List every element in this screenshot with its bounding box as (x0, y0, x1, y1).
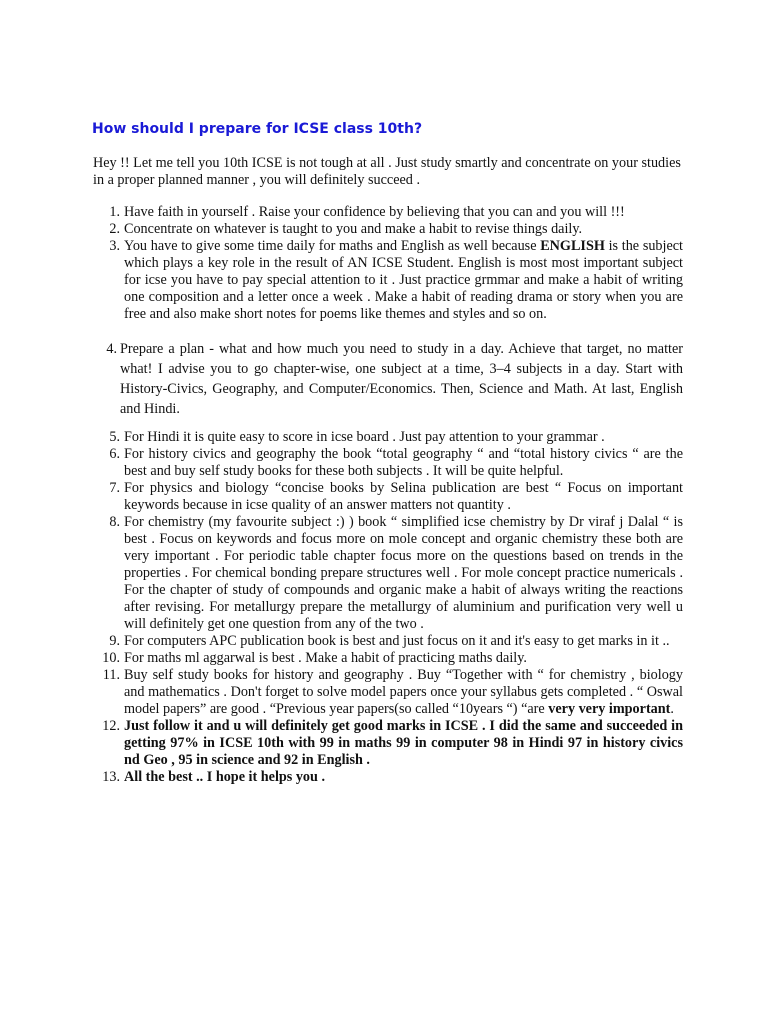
list-item (93, 339, 683, 419)
list-item-text: For history civics and geography the book “total geography “ and “total history civics “ are the best and buy self study books for these both subjects . It will be quite helpful. (124, 446, 683, 479)
list-item-number: 8. (109, 514, 120, 530)
list-item-number: 12. (102, 718, 120, 734)
list-item (93, 238, 683, 323)
list-item (93, 204, 683, 221)
list-item-text: For Hindi it is quite easy to score in icse board . Just pay attention to your grammar . (124, 429, 605, 445)
list-item-number: 4. (106, 341, 117, 357)
list-item (93, 221, 683, 238)
list-item-number: 6. (109, 446, 120, 462)
list-item (93, 446, 683, 480)
list-item-text: Buy self study books for history and geography . Buy “Together with “ for chemistry , biology and mathematics . Don't forget to solve model papers once your syllabus gets completed . “ Oswal model papers” are good . “Previous year papers(so called “10years “) “are (124, 667, 683, 717)
list-item-text: Have faith in yourself . Raise your confidence by believing that you can and you will !!! (124, 204, 625, 220)
list-item-number: 11. (102, 667, 120, 683)
list-item-number: 13. (102, 769, 120, 785)
list-item-bold-text: ENGLISH (540, 238, 605, 254)
list-item (93, 514, 683, 633)
list-item-bold-text: very very important (548, 701, 671, 717)
list-item-number: 5. (109, 429, 120, 445)
list-item-text: Concentrate on whatever is taught to you and make a habit to revise things daily. (124, 221, 583, 237)
list-item-number: 7. (109, 480, 120, 496)
list-item-text: is the subject which plays a key role in the result of AN ICSE Student. English is most most important subject for icse you have to pay special attention to it . Just practice grmmar and make a habit of writing one composition and a letter once a week . Make a habit of reading drama or story when you are free and also make short notes for poems like themes and styles and so on. (124, 238, 684, 322)
list-item-bold-text: Just follow it and u will definitely get good marks in ICSE . I did the same and succeeded in getting 97% in ICSE 10th with 99 in maths 99 in computer 98 in Hindi 97 in history civics nd Geo , 95 in science and 92 in English . (124, 718, 683, 768)
list-item-number: 3. (109, 238, 120, 254)
list-item (93, 429, 683, 446)
list-item (93, 480, 683, 514)
list-item-bold-text: All the best .. I hope it helps you . (124, 769, 326, 785)
tips-list-part2 (93, 429, 683, 786)
list-item-number: 10. (102, 650, 120, 666)
list-item (93, 650, 683, 667)
list-item (93, 769, 683, 786)
list-item-text: For computers APC publication book is best and just focus on it and it's easy to get marks in it .. (124, 633, 670, 649)
list-item (93, 667, 683, 718)
list-item-number: 1. (109, 204, 120, 220)
list-item-text: You have to give some time daily for maths and English as well because (124, 238, 541, 254)
list-item-number: 9. (109, 633, 120, 649)
tips-list-item4 (93, 339, 683, 419)
list-item-text: . (670, 701, 674, 717)
tips-list-part1 (93, 204, 683, 323)
list-item-text: For physics and biology “concise books by Selina publication are best “ Focus on important keywords because in icse quality of an answer matters not quantity . (124, 480, 683, 513)
list-item-text: For chemistry (my favourite subject :) ) book “ simplified icse chemistry by Dr viraf j Dalal “ is best . Focus on keywords and focus more on mole concept and organic chemistry these both are very important . For periodic table chapter focus more on the questions based on trends in the properties . For chemical bonding prepare structures well . For mole concept practice numericals . For the chapter of study of compounds and organic make a habit of always writing the reactions after revising. For metallurgy prepare the metallurgy of aluminium and purification very well u will definitely get one question from any of the two . (124, 514, 683, 632)
list-item-number: 2. (109, 221, 120, 237)
list-item-text: Prepare a plan - what and how much you need to study in a day. Achieve that target, no matter what! I advise you to go chapter-wise, one subject at a time, 3–4 subjects in a day. Start with History-Civics, Geography, and Computer/Economics. Then, Science and Math. At last, English and Hindi. (120, 341, 683, 417)
page-title: How should I prepare for ICSE class 10th? (92, 121, 423, 137)
list-item (93, 718, 683, 769)
intro-paragraph: Hey !! Let me tell you 10th ICSE is not tough at all . Just study smartly and concentrate on your studies in a proper planned manner , you will definitely succeed . (93, 155, 681, 188)
list-item-text: For maths ml aggarwal is best . Make a habit of practicing maths daily. (124, 650, 527, 666)
list-item (93, 633, 683, 650)
